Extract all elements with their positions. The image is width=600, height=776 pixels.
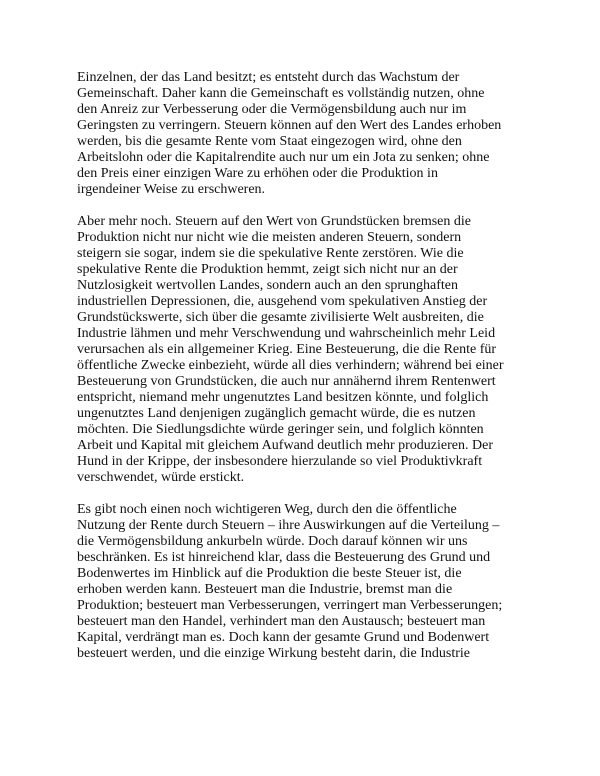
text-line: besteuert werden, und die einzige Wirkung besteht darin, die Industrie xyxy=(77,646,470,661)
text-line: Arbeitslohn oder die Kapitalrendite auch nur um ein Jota zu senken; ohne xyxy=(77,150,490,165)
text-line: erhoben werden kann. Besteuert man die Industrie, bremst man die xyxy=(77,582,453,597)
text-line: Kapital, verdrängt man es. Doch kann der gesamte Grund und Bodenwert xyxy=(77,630,490,645)
text-line: Aber mehr noch. Steuern auf den Wert von Grundstücken bremsen die xyxy=(77,214,471,229)
paragraph-spacer xyxy=(77,486,527,502)
text-line: öffentliche Zwecke einbezieht, würde all dies verhindern; während bei einer xyxy=(77,358,504,373)
text-line: Es gibt noch einen noch wichtigeren Weg, durch den die öffentliche xyxy=(77,502,457,517)
text-line: Produktion nicht nur nicht wie die meisten anderen Steuern, sondern xyxy=(77,230,462,245)
text-line: werden, bis die gesamte Rente vom Staat eingezogen wird, ohne den xyxy=(77,134,462,149)
text-line: möchten. Die Siedlungsdichte würde geringer sein, und folglich könnten xyxy=(77,422,484,437)
text-line: Grundstückswerte, sich über die gesamte zivilisierte Welt ausbreiten, die xyxy=(77,310,484,325)
text-line: irgendeiner Weise zu erschweren. xyxy=(77,182,266,197)
text-line: Hund in der Krippe, der insbesondere hierzulande so viel Produktivkraft xyxy=(77,454,483,469)
text-line: den Preis einer einzigen Ware zu erhöhen oder die Produktion in xyxy=(77,166,438,181)
document-page xyxy=(77,70,527,662)
text-line: Nutzlosigkeit wertvollen Landes, sondern auch an den sprunghaften xyxy=(77,278,459,293)
text-line: besteuert man den Handel, verhindert man den Austausch; besteuert man xyxy=(77,614,486,629)
text-line: spekulative Rente die Produktion hemmt, zeigt sich nicht nur an der xyxy=(77,262,458,277)
text-line: Produktion; besteuert man Verbesserungen, verringert man Verbesserungen; xyxy=(77,598,503,613)
paragraph-1 xyxy=(77,70,527,198)
text-line: Geringsten zu verringern. Steuern können auf den Wert des Landes erhoben xyxy=(77,118,502,133)
text-line: Industrie lähmen und mehr Verschwendung und wahrscheinlich mehr Leid xyxy=(77,326,496,341)
text-line: Gemeinschaft. Daher kann die Gemeinschaft es vollständig nutzen, ohne xyxy=(77,86,485,101)
text-line: Bodenwertes im Hinblick auf die Produktion die beste Steuer ist, die xyxy=(77,566,462,581)
text-line: industriellen Depressionen, die, ausgehend vom spekulativen Anstieg der xyxy=(77,294,488,309)
text-line: ungenutztes Land denjenigen zugänglich gemacht würde, die es nutzen xyxy=(77,406,476,421)
paragraph-2 xyxy=(77,214,527,486)
text-line: Einzelnen, der das Land besitzt; es entsteht durch das Wachstum der xyxy=(77,70,460,85)
text-line: verursachen als ein allgemeiner Krieg. Eine Besteuerung, die die Rente für xyxy=(77,342,497,357)
paragraph-3 xyxy=(77,502,527,662)
text-line: Nutzung der Rente durch Steuern – ihre Auswirkungen auf die Verteilung – xyxy=(77,518,500,533)
text-line: Besteuerung von Grundstücken, die auch nur annähernd ihrem Rentenwert xyxy=(77,374,496,389)
text-line: verschwendet, würde erstickt. xyxy=(77,470,245,485)
text-line: Arbeit und Kapital mit gleichem Aufwand deutlich mehr produzieren. Der xyxy=(77,438,493,453)
text-line: beschränken. Es ist hinreichend klar, dass die Besteuerung des Grund und xyxy=(77,550,491,565)
text-line: entspricht, niemand mehr ungenutztes Land besitzen könnte, und folglich xyxy=(77,390,489,405)
text-line: die Vermögensbildung ankurbeln würde. Doch darauf können wir uns xyxy=(77,534,468,549)
text-line: den Anreiz zur Verbesserung oder die Vermögensbildung auch nur im xyxy=(77,102,467,117)
paragraph-spacer xyxy=(77,198,527,214)
text-line: steigern sie sogar, indem sie die spekulative Rente zerstören. Wie die xyxy=(77,246,464,261)
